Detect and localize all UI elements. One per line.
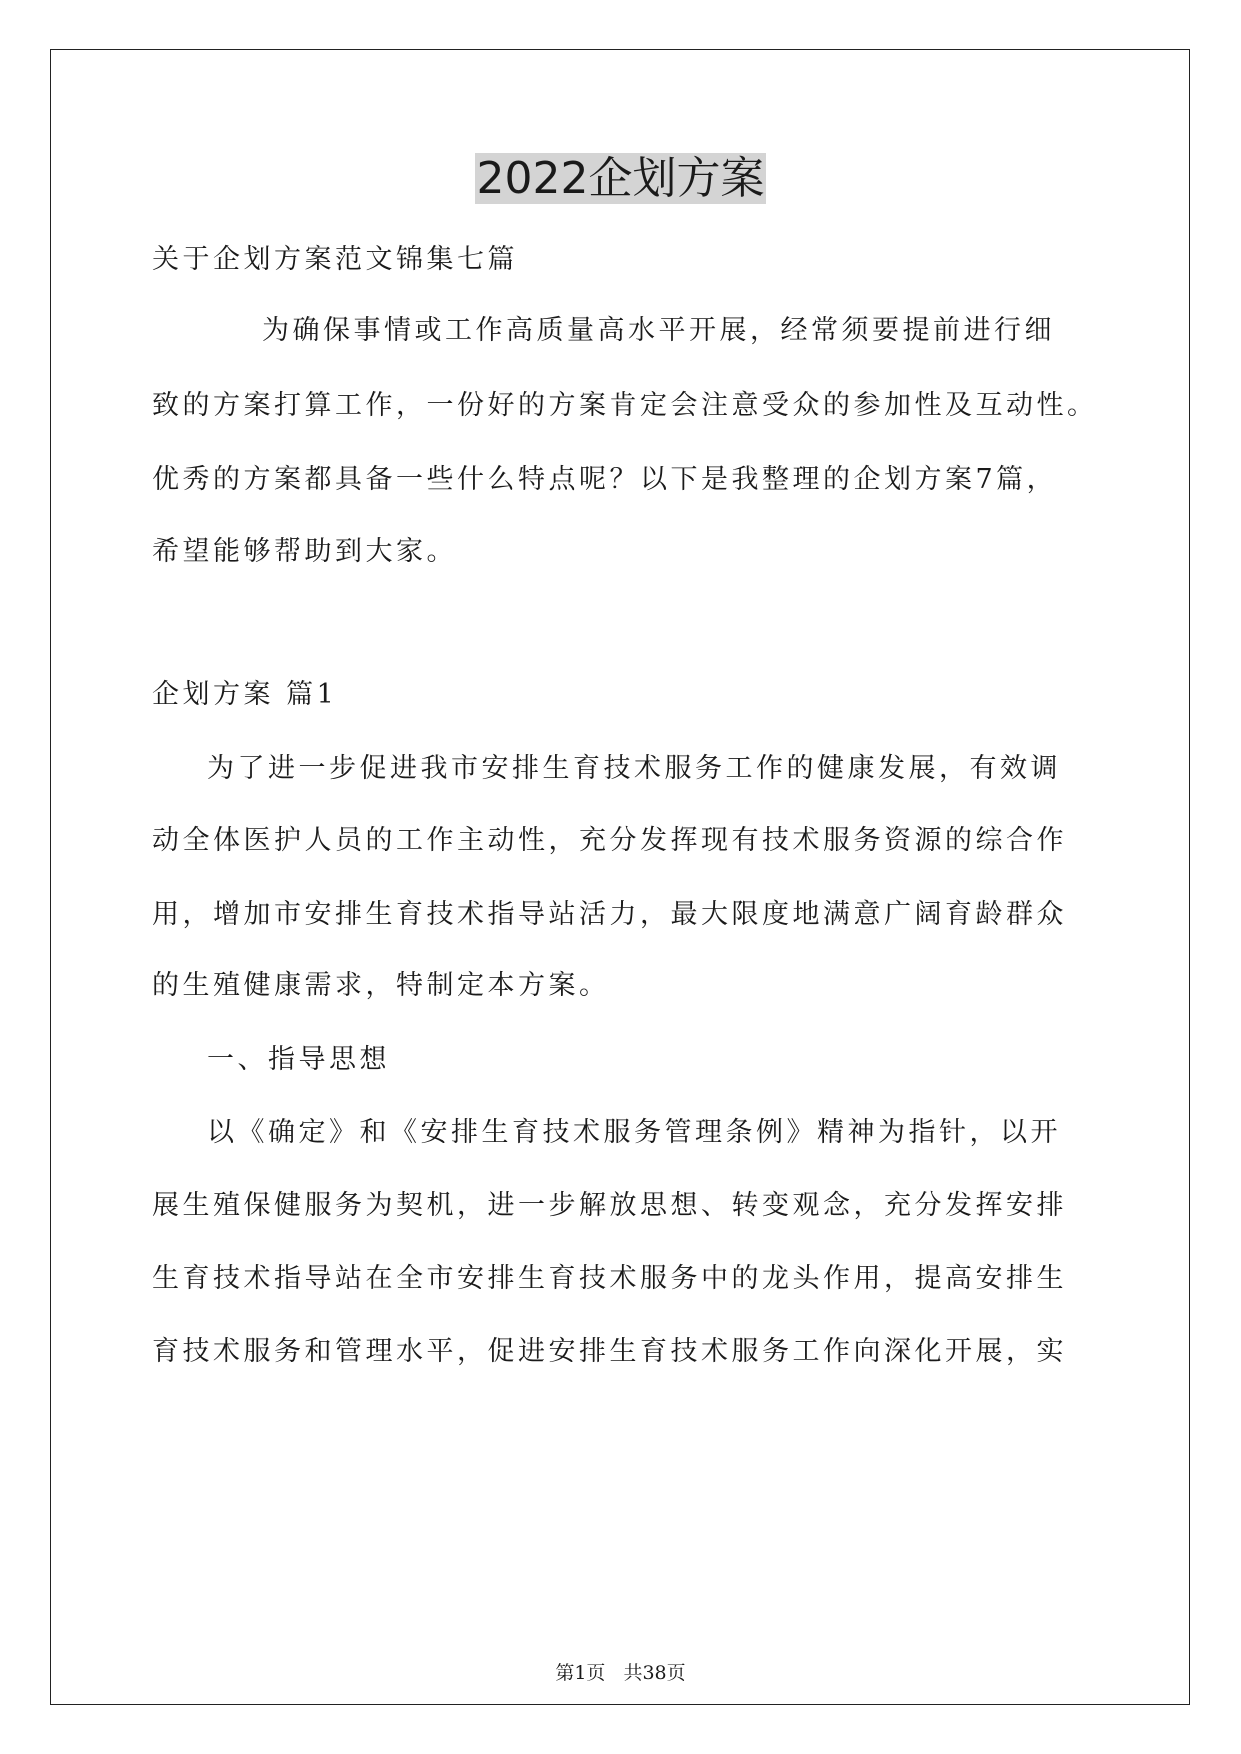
page-number: 第1页 — [555, 1662, 606, 1684]
para2-line-1: 以《确定》和《安排生育技术服务管理条例》精神为指针，以开 — [207, 1117, 1061, 1148]
document-subtitle: 关于企划方案范文锦集七篇 — [152, 244, 518, 275]
intro-line-3: 优秀的方案都具备一些什么特点呢？以下是我整理的企划方案7篇， — [152, 464, 1058, 495]
page-footer — [0, 1660, 1241, 1686]
intro-line-4: 希望能够帮助到大家。 — [152, 536, 457, 567]
document-title-text: 2022企划方案 — [476, 153, 765, 204]
para1-line-3: 用，增加市安排生育技术指导站活力，最大限度地满意广阔育龄群众 — [152, 899, 1067, 930]
para1-line-1: 为了进一步促进我市安排生育技术服务工作的健康发展，有效调 — [207, 753, 1061, 784]
para2-line-2: 展生殖保健服务为契机，进一步解放思想、转变观念，充分发挥安排 — [152, 1190, 1067, 1221]
para1-line-4: 的生殖健康需求，特制定本方案。 — [152, 970, 610, 1001]
para2-line-4: 育技术服务和管理水平，促进安排生育技术服务工作向深化开展，实 — [152, 1336, 1067, 1367]
intro-line-1: 为确保事情或工作高质量高水平开展，经常须要提前进行细 — [262, 315, 1055, 346]
page-border — [50, 49, 1190, 1705]
section-heading: 企划方案 篇1 — [152, 679, 338, 710]
para2-line-3: 生育技术指导站在全市安排生育技术服务中的龙头作用，提高安排生 — [152, 1263, 1067, 1294]
intro-line-2: 致的方案打算工作，一份好的方案肯定会注意受众的参加性及互动性。 — [152, 390, 1098, 421]
subheading-guiding-thought: 一、指导思想 — [207, 1044, 390, 1075]
para1-line-2: 动全体医护人员的工作主动性，充分发挥现有技术服务资源的综合作 — [152, 825, 1067, 856]
page-total: 共38页 — [623, 1662, 686, 1684]
document-title — [0, 148, 1241, 210]
